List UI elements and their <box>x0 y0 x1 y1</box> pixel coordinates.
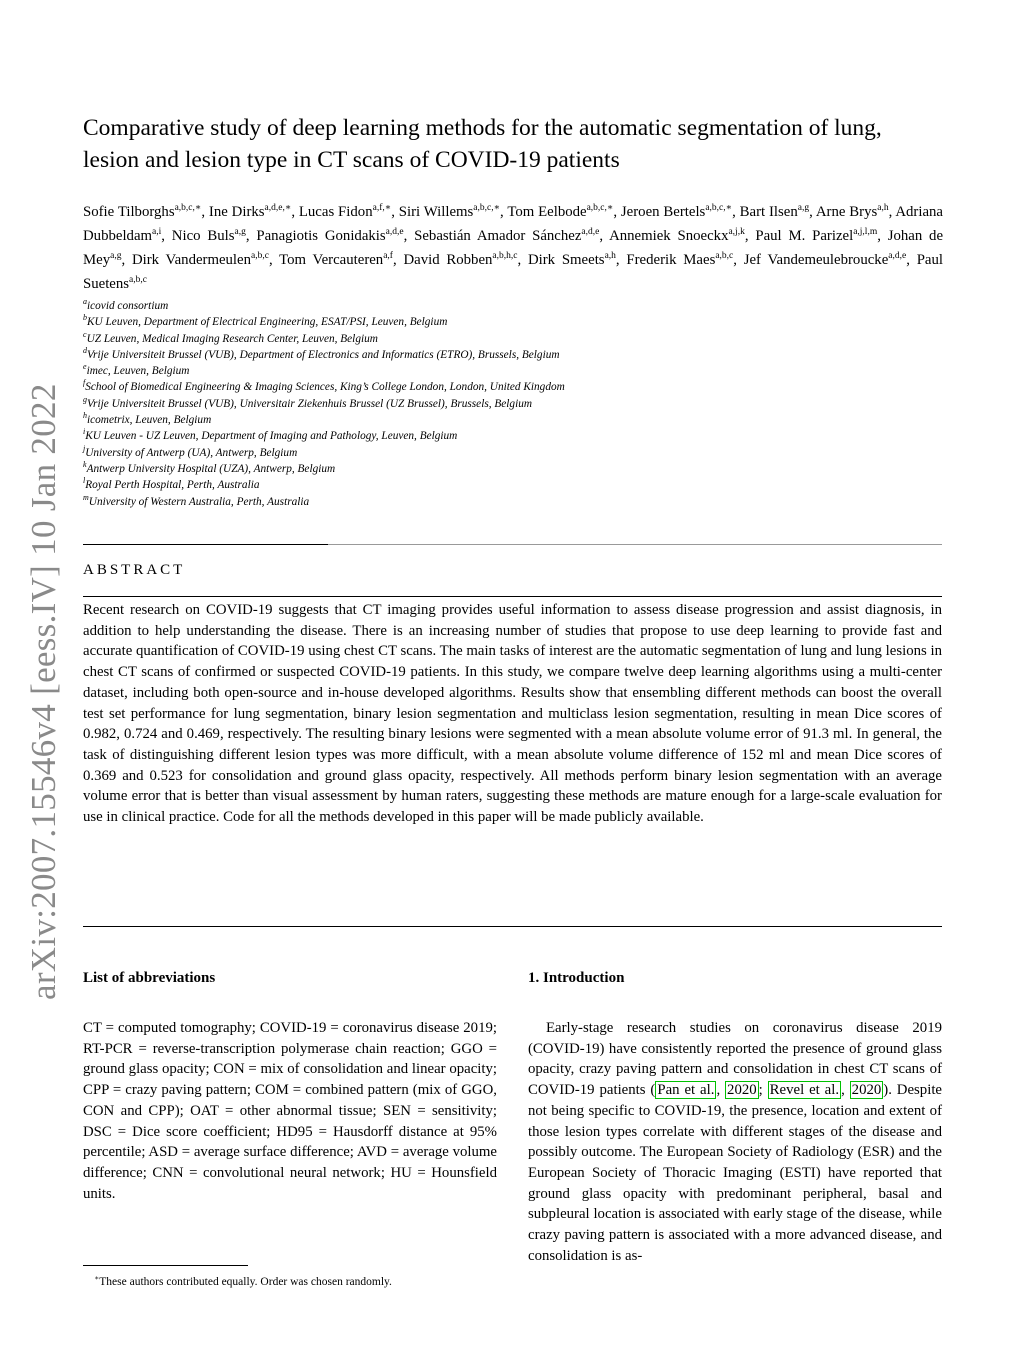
affiliation <box>83 412 943 428</box>
divider-abstract-top <box>328 544 942 545</box>
intro-text-before: Early-stage research studies on coronavirus disease 2019 (COVID-19) have consistently reported the presence of ground glass opacity, crazy paving pattern and consolidation in chest CT scans of COVID-19 patients ( <box>528 1020 942 1099</box>
affiliation-text: KU Leuven, Department of Electrical Engineering, ESAT/PSI, Leuven, Belgium <box>87 316 448 329</box>
author <box>83 204 201 220</box>
author <box>414 228 599 244</box>
author-name: Jef Vandemeulebroucke <box>743 252 889 268</box>
paper-title: Comparative study of deep learning methods for the automatic segmentation of lung, lesion and lesion type in CT scans of COVID-19 patients <box>83 115 882 173</box>
affiliation-text: University of Antwerp (UA), Antwerp, Belgium <box>85 446 298 459</box>
affiliation-text: icometrix, Leuven, Belgium <box>87 414 212 427</box>
affiliation-text: icovid consortium <box>87 300 169 312</box>
affiliation <box>83 477 943 493</box>
affiliation <box>83 445 943 461</box>
author-name: Dirk Smeets <box>527 252 605 268</box>
author-name: Tom Eelbode <box>507 204 587 220</box>
affiliation-key: d <box>83 346 87 356</box>
abstract-heading: ABSTRACT <box>83 562 186 578</box>
author-affiliation-marks: a,h <box>877 203 889 214</box>
citation-revel-year[interactable]: 2020 <box>851 1082 882 1099</box>
author-affiliation-marks: a,b,c,∗ <box>174 203 202 214</box>
author-name: Ine Dirks <box>208 204 265 220</box>
author <box>399 204 500 220</box>
author <box>256 228 403 244</box>
footnote-text: These authors contributed equally. Order was chosen randomly. <box>99 1275 392 1288</box>
affiliation <box>83 298 943 314</box>
citation-sep: , <box>841 1082 850 1099</box>
author <box>609 228 745 244</box>
citation-pan-author[interactable]: Pan et al. <box>657 1082 715 1099</box>
abbreviations-text: CT = computed tomography; COVID-19 = coronavirus disease 2019; RT-PCR = reverse-transcription polymerase chain reaction; GGO = ground glass opacity; CON = mix of consolidation and linear opacity; CPP = crazy paving pattern; COM = combined pattern (mix of GGO, CON and CPP); OAT = other abnormal tissue; SEN = sensitivity; DSC = Dice score coefficient; HD95 = Hausdorff distance at 95% percentile; ASD = average surface difference; AVD = average volume difference; CNN = convolutional neural network; HU = Hounsfield units. <box>83 1020 497 1202</box>
affiliation-text: KU Leuven - UZ Leuven, Department of Imaging and Pathology, Leuven, Belgium <box>85 430 458 443</box>
citation-pan-year[interactable]: 2020 <box>727 1082 757 1099</box>
affiliation-key: k <box>83 460 87 470</box>
author <box>621 204 732 220</box>
abbreviations-heading: List of abbreviations <box>83 970 216 986</box>
author <box>744 252 906 268</box>
affiliation <box>83 347 943 363</box>
footnote-mark: ∗ <box>94 1274 100 1282</box>
affiliation <box>83 428 943 444</box>
footnote <box>83 1271 503 1289</box>
author-name: Annemiek Snoeckx <box>609 228 729 244</box>
author-affiliation-marks: a,d,e <box>888 251 907 262</box>
author-name: Paul Suetens <box>83 252 943 292</box>
author-affiliation-marks: a,f,∗ <box>372 203 392 214</box>
author-name: David Robben <box>403 252 493 268</box>
affiliation <box>83 331 943 347</box>
author-affiliation-marks: a,g <box>110 251 122 262</box>
affiliation-text: School of Biomedical Engineering & Imaging Sciences, King’s College London, London, United Kingdom <box>85 381 565 394</box>
arxiv-identifier: arXiv:2007.15546v4 [eess.IV] 10 Jan 2022 <box>24 383 63 1000</box>
affiliation-text: Antwerp University Hospital (UZA), Antwerp, Belgium <box>86 462 336 475</box>
affiliation <box>83 396 943 412</box>
author-name: Jeroen Bertels <box>620 204 706 220</box>
author-name: Panagiotis Gonidakis <box>256 228 386 244</box>
affiliation-key: e <box>83 362 87 372</box>
author-name: Siri Willems <box>398 204 474 220</box>
author-affiliation-marks: a,i <box>152 227 162 238</box>
affiliation-list <box>83 298 943 510</box>
author-affiliation-marks: a,g <box>797 203 810 214</box>
divider-abstract-heading <box>83 596 942 597</box>
author-name: Frederik Maes <box>626 252 716 268</box>
author <box>816 204 889 220</box>
introduction-text <box>528 1018 942 1266</box>
author <box>755 228 877 244</box>
affiliation-key: h <box>83 411 87 421</box>
author-name: Paul M. Parizel <box>755 228 854 244</box>
affiliation-key: m <box>83 492 89 502</box>
author-name: Sebastián Amador Sánchez <box>414 228 582 244</box>
affiliation-key: g <box>83 395 87 405</box>
author-name: Arne Brys <box>815 204 878 220</box>
affiliation-key: l <box>83 476 86 486</box>
author-list: Sofie Tilborghs$^{a,b,c,∗}$, Ine Dirks$^{a,d,e,∗}$, Lucas Fidon$^{a,f,∗}$, Siri Willems$^{a,b,c,∗}$, Tom Eelbode$^{a,b,c,∗}$, Jeroen Bertels$^{a,b,c,∗}$, Bart Ilsen$^{a,g}$, Arne Brys$^{a,h}$, Adriana Dubbeldam$^{a,i}$, Nico Buls$^{a,g}$, Panagiotis Gonidakis$^{a,d,e}$, Sebastián Amador Sánchez$^{a,d,e}$, Annemiek Snoeckx$^{a,j,k}$, Paul M. Parizel$^{a,j,l,m}$, Johan de Mey$^{a,g}$, Dirk Vandermeulen$^{a,b,c}$, Tom Vercauteren$^{a,f}$, David Robben$^{a,b,h,c}$, Dirk Smeets$^{a,h}$, Frederik Maes$^{a,b,c}$, Jef Vandemeulebroucke$^{a,d,e}$, Paul Suetens$^{a,b,c}$ <box>83 203 944 292</box>
divider-short <box>83 544 328 545</box>
author <box>740 204 809 220</box>
citation-sep: , <box>716 1082 726 1099</box>
author-name: Bart Ilsen <box>739 204 798 220</box>
author-affiliation-marks: a,j,k <box>728 227 745 238</box>
author-affiliation-marks: a,h <box>604 251 616 262</box>
author-affiliation-marks: a,b,h,c <box>492 251 518 262</box>
author-affiliation-marks: a,g <box>234 227 246 238</box>
author-affiliation-marks: a,b,c,∗ <box>705 203 733 214</box>
affiliation <box>83 494 943 510</box>
author-affiliation-marks: a,b,c <box>715 251 734 262</box>
abstract-text: Recent research on COVID-19 suggests that CT imaging provides useful information to assess disease progression and assist diagnosis, in addition to help understanding the disease. There is an increasing number of studies that propose to use deep learning to provide fast and accurate quantification of COVID-19 using chest CT scans. The main tasks of interest are the automatic segmentation of lung and lung lesions in chest CT scans of confirmed or suspected COVID-19 patients. In this study, we compare twelve deep learning algorithms using a multi-center dataset, including both open-source and in-house developed algorithms. Results show that ensembling different methods can boost the overall test set performance for lung segmentation, binary lesion segmentation and multiclass lesion segmentation, resulting in mean Dice scores of 0.982, 0.724 and 0.469, respectively. The resulting binary lesions were segmented with a mean absolute volume error of 91.3 ml. In general, the task of distinguishing different lesion types was more difficult, with a mean absolute volume difference of 152 ml and mean Dice scores of 0.369 and 0.523 for consolidation and ground glass opacity, respectively. All methods perform binary lesion segmentation with an average volume error that is better than visual assessment by human raters, suggesting these methods are mature enough for a large-scale evaluation for use in clinical practice. Code for all the methods developed in this paper will be made publicly available. <box>83 602 942 826</box>
author-affiliation-marks: a,j,l,m <box>853 227 878 238</box>
affiliation-text: Vrije Universiteit Brussel (VUB), Department of Electronics and Informatics (ETRO), Brussels, Belgium <box>87 348 560 361</box>
affiliation <box>83 363 943 379</box>
author <box>299 204 391 220</box>
author <box>626 252 733 268</box>
citation-revel-author[interactable]: Revel et al. <box>769 1082 840 1099</box>
author-affiliation-marks: a,d,e <box>385 227 404 238</box>
affiliation <box>83 314 943 330</box>
author-affiliation-marks: a,b,c <box>129 275 147 286</box>
author-affiliation-marks: a,f <box>383 251 393 262</box>
author-name: Lucas Fidon <box>298 204 373 220</box>
author-affiliation-marks: a,b,c,∗ <box>473 203 501 214</box>
author-name: Sofie Tilborghs <box>83 204 175 220</box>
intro-text-after: ). Despite not being specific to COVID-19, the presence, location and extent of those lesion types correlate with different stages of the disease and possibly outcome. The European Society of Radiology (ESR) and the European Society of Thoracic Imaging (ESTI) have reported that ground glass opacity with predominant peripheral, basal and subpleural location is associated with early stage of the disease, while crazy paving pattern is associated with a more advanced disease, and consolidation is as- <box>528 1082 942 1264</box>
affiliation-key: b <box>83 313 87 323</box>
affiliation <box>83 461 943 477</box>
divider-abstract-bottom <box>83 926 942 927</box>
author-name: Dirk Vandermeulen <box>131 252 252 268</box>
author-affiliation-marks: a,d,e,∗ <box>264 203 292 214</box>
affiliation-text: Vrije Universiteit Brussel (VUB), Universitair Ziekenhuis Brussel (UZ Brussel), Brussels, Belgium <box>87 397 533 410</box>
affiliation <box>83 379 943 395</box>
affiliation-key: a <box>83 297 87 307</box>
affiliation-text: Royal Perth Hospital, Perth, Australia <box>85 479 260 492</box>
affiliation-text: imec, Leuven, Belgium <box>86 365 190 378</box>
author <box>528 252 616 268</box>
author <box>172 228 246 244</box>
author-name: Tom Vercauteren <box>279 252 384 268</box>
author <box>279 252 393 268</box>
affiliation-key: i <box>83 427 86 437</box>
author <box>403 252 517 268</box>
introduction-heading: 1. Introduction <box>528 970 625 986</box>
author <box>132 252 269 268</box>
author-name: Nico Buls <box>171 228 235 244</box>
affiliation-key: c <box>83 329 87 339</box>
citation-sep: ; <box>758 1082 768 1099</box>
affiliation-key: f <box>83 378 86 388</box>
affiliation-text: University of Western Australia, Perth, Australia <box>88 495 310 508</box>
affiliation-key: j <box>83 443 86 453</box>
author-affiliation-marks: a,b,c,∗ <box>586 203 614 214</box>
author <box>507 204 613 220</box>
author-affiliation-marks: a,d,e <box>581 227 600 238</box>
author-name: Johan de Mey <box>83 228 944 268</box>
author-name: Adriana Dubbeldam <box>83 204 943 244</box>
footnote-divider <box>83 1265 248 1266</box>
author <box>209 204 291 220</box>
author-affiliation-marks: a,b,c <box>251 251 269 262</box>
affiliation-text: UZ Leuven, Medical Imaging Research Center, Leuven, Belgium <box>86 332 378 345</box>
